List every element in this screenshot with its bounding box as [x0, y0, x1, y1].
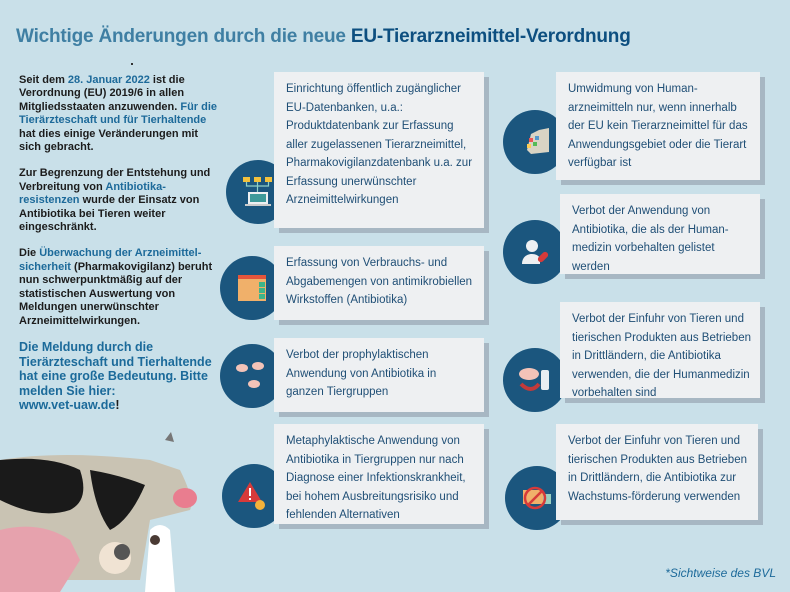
info-card-consumption	[274, 246, 484, 320]
europe-map-icon	[517, 124, 553, 160]
info-card-reserved-antibiotics	[560, 194, 760, 274]
info-card-metaphylaxis	[274, 424, 484, 524]
intro-p2-b: wurde der Einsatz von Antibiotika bei Tieren weiter eingeschränkt.	[19, 194, 200, 234]
no-truck-import-icon	[519, 480, 555, 516]
page-title	[16, 26, 631, 48]
info-card-human-drug-repurposing	[556, 72, 760, 180]
intro-p1-a: Seit dem	[19, 74, 68, 86]
intro-paragraph-2	[19, 167, 219, 234]
intro-p1-b: ist die Verordnung (EU) 2019/6 in allen Mitgliedsstaaten anzuwenden.	[19, 74, 185, 113]
intro-p3-b: (Pharmakovigilanz) beruht nun schwerpunktmäßig auf der statistischen Auswertung von Meldungen unerwünschter Arzneimittelwirkungen.	[19, 260, 213, 327]
title-part-1: Wichtige Änderungen durch die neue	[16, 26, 351, 47]
intro-text	[19, 74, 219, 341]
intro-p3-a: Die	[19, 247, 40, 260]
card-text: Erfassung von Verbrauchs- und Abgabemengen von antimikrobiellen Wirkstoffen (Antibiotika)	[286, 257, 473, 306]
intro-p1-highlight: Für die Tierärzteschaft und für Tierhaltende	[19, 100, 218, 127]
database-network-icon	[240, 174, 276, 210]
info-card-import-ban-growth	[556, 424, 758, 520]
card-text: Verbot der Anwendung von Antibiotika, die als der Human-medizin vorbehalten gelistet werden	[572, 205, 729, 273]
pigs-icon	[234, 358, 270, 394]
call-to-action	[19, 340, 219, 413]
spreadsheet-icon	[234, 270, 270, 306]
intro-p2-highlight: Antibiotika-resistenzen	[19, 180, 166, 207]
cta-text: Die Meldung durch die Tierärzteschaft und Tierhaltende hat eine große Bedeutung. Bitte melden Sie hier:	[19, 340, 212, 398]
vet-uaw-link[interactable]: www.vet-uaw.de	[19, 398, 116, 412]
title-part-2: EU-Tierarzneimittel-Verordnung	[350, 26, 631, 47]
cta-suffix: !	[115, 398, 120, 412]
footnote: *Sichtweise des BVL	[665, 566, 776, 580]
card-text: Metaphylaktische Anwendung von Antibiotika in Tiergruppen nur nach Diagnose einer Infektionskrankheit, bei hohem Ausbreitungsrisiko und fehlenden Alternativen	[286, 435, 466, 521]
animal-products-icon	[517, 362, 553, 398]
card-text: Umwidmung von Human-arzneimitteln nur, wenn innerhalb der EU kein Tierarzneimittel für das Anwendungsgebiet oder die Tierart verfügbar ist	[568, 83, 748, 169]
card-text: Verbot der Einfuhr von Tieren und tierischen Produkten aus Betrieben in Drittländern, die Antibiotika verwenden, die der Humanmedizin vorbehalten sind	[572, 313, 751, 399]
card-text: Verbot der prophylaktischen Anwendung von Antibiotika in ganzen Tiergruppen	[286, 349, 437, 398]
farm-animals-illustration	[0, 430, 215, 592]
intro-p2-a: Zur Begrenzung der Entstehung und Verbreitung von	[19, 167, 211, 193]
info-card-prophylaxis-ban	[274, 338, 484, 412]
person-pill-icon	[517, 234, 553, 270]
card-text: Einrichtung öffentlich zugänglicher EU-Datenbanken, u.a.: Produktdatenbank zur Erfassung aller zugelassenen Tierarzneimittel, Pharmakovigilanzdatenbank u.a. zur Erfassung unerwünschter Arzneimittelwirkungen	[286, 83, 473, 206]
intro-date: 28. Januar 2022	[67, 74, 150, 86]
card-text: Verbot der Einfuhr von Tieren und tierischen Produkten aus Betrieben in Drittländern, die Antibiotika zur Wachstums-förderung verwenden	[568, 435, 747, 503]
animal-products-icon-circle	[503, 348, 567, 412]
intro-paragraph-3	[19, 247, 219, 327]
intro-paragraph-1	[19, 74, 219, 154]
info-card-eu-databases	[274, 72, 484, 228]
intro-p3-highlight: Überwachung der Arzneimittel-sicherheit	[19, 247, 202, 273]
intro-p1-c: hat dies einige Veränderungen mit sich gebracht.	[19, 127, 199, 154]
person-pill-icon-circle	[503, 220, 567, 284]
info-card-import-ban-reserved	[560, 302, 760, 398]
warning-virus-icon	[236, 478, 272, 514]
stray-dot	[131, 63, 133, 65]
